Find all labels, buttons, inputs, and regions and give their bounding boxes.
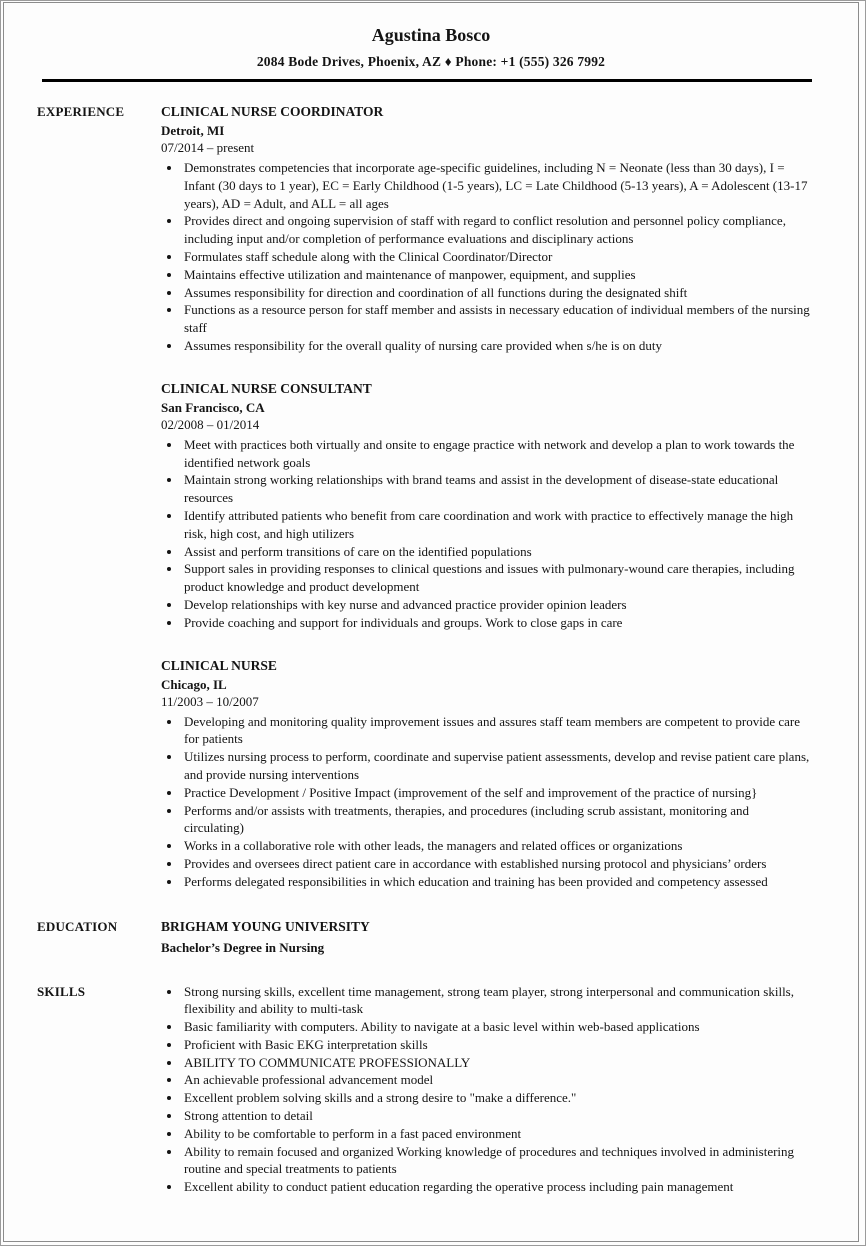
job-location: San Francisco, CA	[161, 399, 265, 415]
skill-item: • An achievable professional advancement model	[182, 1071, 810, 1089]
job-entry	[161, 657, 810, 891]
job-location: Chicago, IL	[161, 676, 227, 692]
section-experience	[37, 103, 810, 891]
bullet-item: • Support sales in providing responses to clinical questions and issues with pulmonary-wound care therapies, including product knowledge and product development	[182, 560, 810, 596]
bullet-item: • Identify attributed patients who benefit from care coordination and work with practice to effectively manage the high risk, high cost, and high utilizers	[182, 507, 810, 543]
resume-header	[4, 3, 858, 82]
experience-content	[161, 103, 810, 891]
bullet-item: • Provides direct and ongoing supervision of staff with regard to conflict resolution and personnel policy compliance, including input and/or completion of performance evaluations and disciplinary actions	[182, 212, 810, 248]
bullet-list	[161, 713, 810, 891]
bullet-item: • Assumes responsibility for the overall quality of nursing care provided when s/he is on duty	[182, 337, 810, 355]
skill-item: • Basic familiarity with computers. Ability to navigate at a basic level within web-based applications	[182, 1018, 810, 1036]
job-entry	[161, 103, 810, 355]
section-education	[37, 918, 810, 956]
job-entry	[161, 380, 810, 632]
degree-name: Bachelor’s Degree in Nursing	[161, 939, 325, 955]
bullet-item: • Assumes responsibility for direction and coordination of all functions during the designated shift	[182, 284, 810, 302]
bullet-item: • Meet with practices both virtually and onsite to engage practice with network and develop a plan to work towards the identified network goals	[182, 436, 810, 472]
resume-page	[3, 2, 859, 1242]
skill-item: • Ability to remain focused and organized Working knowledge of procedures and techniques involved in administering routine and special treatments to patients	[182, 1143, 810, 1179]
bullet-item: • Formulates staff schedule along with the Clinical Coordinator/Director	[182, 248, 810, 266]
job-title: CLINICAL NURSE COORDINATOR	[161, 104, 384, 119]
skill-item: • ABILITY TO COMMUNICATE PROFESSIONALLY	[182, 1054, 810, 1072]
bullet-item: • Practice Development / Positive Impact (improvement of the self and improvement of the practice of nursing}	[182, 784, 810, 802]
section-skills	[37, 983, 810, 1197]
skill-item: • Proficient with Basic EKG interpretation skills	[182, 1036, 810, 1054]
section-label-education: EDUCATION	[37, 918, 118, 934]
section-label-skills: SKILLS	[37, 983, 86, 999]
skill-item: • Excellent problem solving skills and a strong desire to "make a difference."	[182, 1089, 810, 1107]
bullet-item: • Assist and perform transitions of care on the identified populations	[182, 543, 810, 561]
bullet-item: • Maintains effective utilization and maintenance of manpower, equipment, and supplies	[182, 266, 810, 284]
school-name: BRIGHAM YOUNG UNIVERSITY	[161, 918, 370, 934]
bullet-item: • Utilizes nursing process to perform, coordinate and supervise patient assessments, develop and revise patient care plans, and provide nursing interventions	[182, 748, 810, 784]
bullet-list	[161, 159, 810, 355]
job-dates: 11/2003 – 10/2007	[161, 693, 259, 709]
skill-item: • Strong nursing skills, excellent time management, strong team player, strong interpersonal and communication skills, flexibility and ability to multi-task	[182, 983, 810, 1019]
bullet-item: • Performs delegated responsibilities in which education and training has been provided and competency assessed	[182, 873, 810, 891]
person-name: Agustina Bosco	[371, 25, 491, 45]
skills-content	[161, 983, 810, 1197]
job-location: Detroit, MI	[161, 123, 225, 138]
bullet-item: • Works in a collaborative role with other leads, the managers and related offices or organizations	[182, 837, 810, 855]
bullet-item: • Performs and/or assists with treatments, therapies, and procedures (including scrub assistant, monitoring and circulating)	[182, 802, 810, 838]
bullet-item: • Demonstrates competencies that incorporate age-specific guidelines, including N = Neonate (less than 30 days), I = Infant (30 days to 1 year), EC = Early Childhood (1-5 years), LC = Late Childhood (5-13 years), A = Adolescent (13-17 years), AD = Adult, and ALL = all ages	[182, 159, 810, 212]
skills-list	[161, 983, 810, 1197]
bullet-item: • Maintain strong working relationships with brand teams and assist in the development of disease-state educational resources	[182, 471, 810, 507]
resume-body	[4, 82, 858, 1196]
job-title: CLINICAL NURSE	[161, 657, 277, 673]
section-label-experience: EXPERIENCE	[37, 104, 125, 119]
education-content	[161, 918, 810, 956]
skill-item: • Ability to be comfortable to perform in a fast paced environment	[182, 1125, 810, 1143]
bullet-item: • Developing and monitoring quality improvement issues and assures staff team members are competent to provide care for patients	[182, 713, 810, 749]
job-title: CLINICAL NURSE CONSULTANT	[161, 380, 372, 396]
bullet-list	[161, 436, 810, 632]
skill-item: • Strong attention to detail	[182, 1107, 810, 1125]
bullet-item: • Provide coaching and support for individuals and groups. Work to close gaps in care	[182, 614, 810, 632]
contact-line: 2084 Bode Drives, Phoenix, AZ ♦ Phone: +1 (555) 326 7992	[256, 54, 606, 69]
bullet-item: • Functions as a resource person for staff member and assists in necessary education of individual members of the nursing staff	[182, 301, 810, 337]
bullet-item: • Develop relationships with key nurse and advanced practice provider opinion leaders	[182, 596, 810, 614]
job-dates: 02/2008 – 01/2014	[161, 416, 260, 432]
bullet-item: • Provides and oversees direct patient care in accordance with established nursing protocol and physicians’ orders	[182, 855, 810, 873]
skill-item: • Excellent ability to conduct patient education regarding the operative process including pain management	[182, 1178, 810, 1196]
job-dates: 07/2014 – present	[161, 140, 255, 155]
